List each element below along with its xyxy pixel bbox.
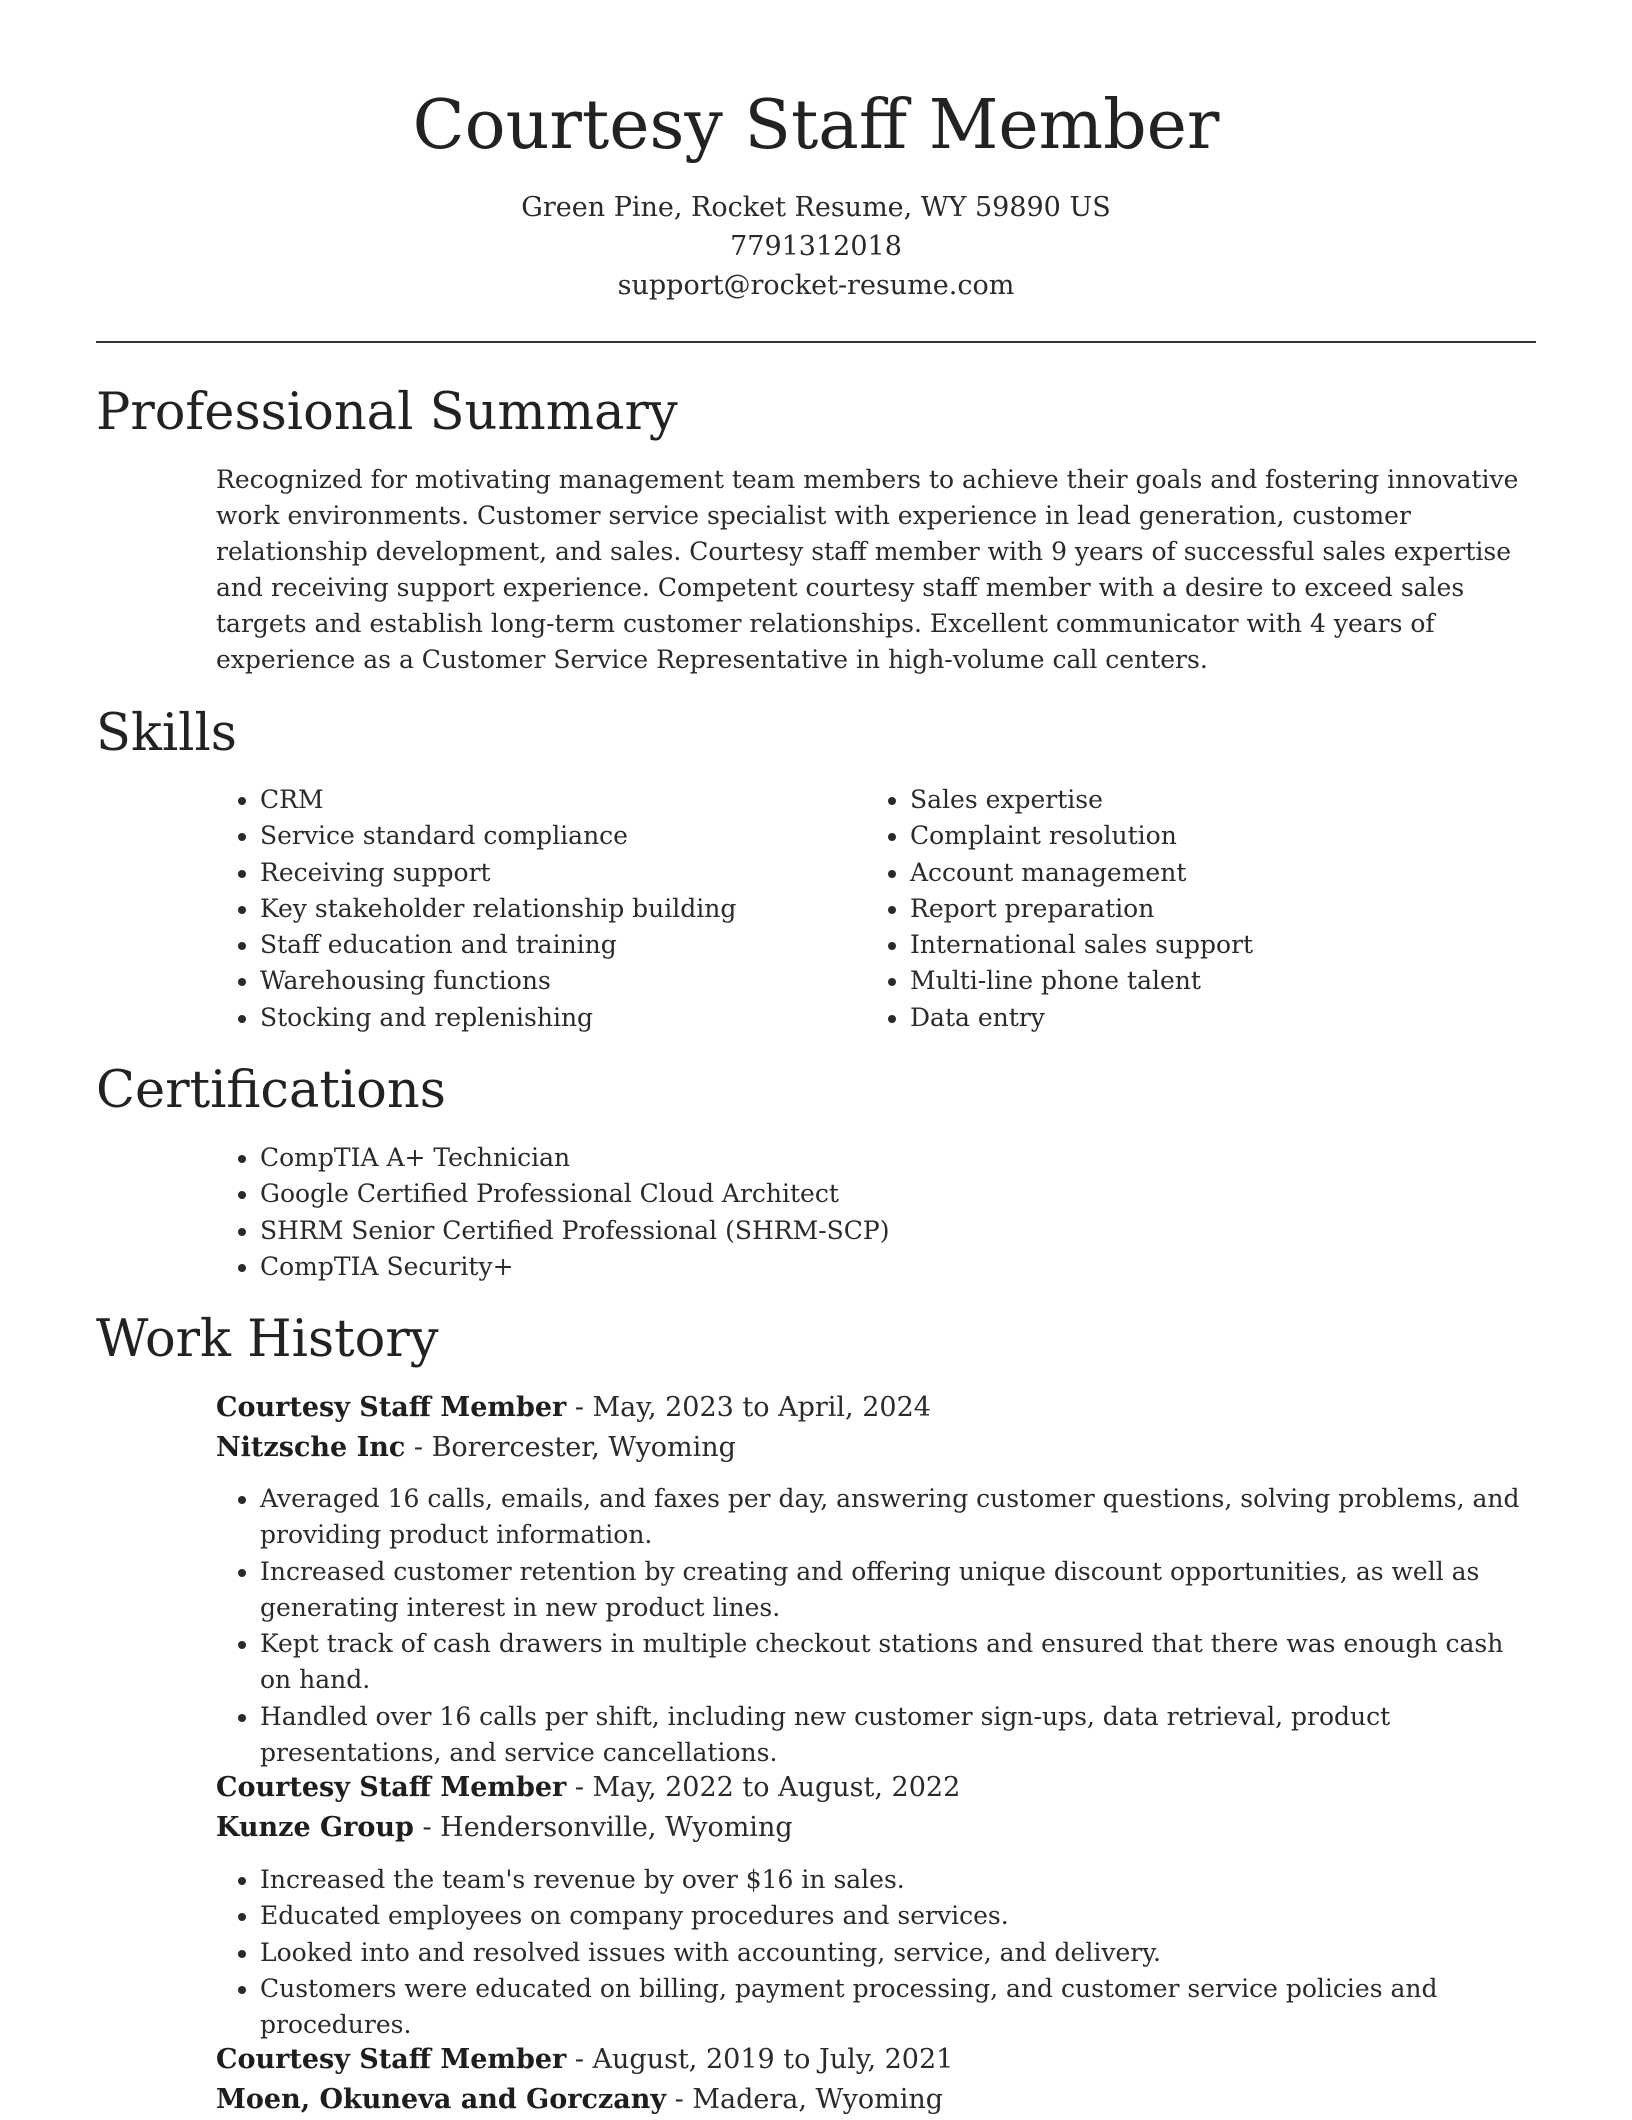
summary-heading: Professional Summary [96, 383, 678, 442]
work-history-heading: Work History [96, 1310, 439, 1369]
job-dates: - May, 2022 to August, 2022 [566, 1772, 961, 1803]
job-company: Nitzsche Inc [216, 1432, 406, 1463]
certifications-list [216, 1140, 1216, 1285]
certification-item: • CompTIA Security+ [260, 1249, 1216, 1285]
certification-item: • SHRM Senior Certified Professional (SHRM-SCP) [260, 1213, 1216, 1249]
job-company: Moen, Okuneva and Gorczany [216, 2084, 667, 2115]
skill-item: • Stocking and replenishing [260, 1000, 856, 1036]
skill-item: • Warehousing functions [260, 963, 856, 999]
job-role: Courtesy Staff Member [216, 2044, 567, 2075]
job-role: Courtesy Staff Member [216, 1392, 567, 1423]
job-dates: - August, 2019 to July, 2021 [566, 2044, 954, 2075]
skill-item: • International sales support [910, 927, 1506, 963]
responsibility-item: • Handled over 16 calls per shift, including new customer sign-ups, data retrieval, product presentations, and service cancellations. [260, 1699, 1541, 1772]
responsibility-item: • Averaged 16 calls, emails, and faxes per day, answering customer questions, solving problems, and providing product information. [260, 1481, 1541, 1554]
skill-item: • Complaint resolution [910, 818, 1506, 854]
skill-item: • Service standard compliance [260, 818, 856, 854]
job-responsibilities [216, 1862, 1541, 2043]
address: Green Pine, Rocket Resume, WY 59890 US [521, 192, 1111, 223]
certification-item: • CompTIA A+ Technician [260, 1140, 1216, 1176]
job-responsibilities [216, 1481, 1541, 1771]
job-company: Kunze Group [216, 1812, 414, 1843]
summary-text: Recognized for motivating management team members to achieve their goals and fostering innovative work environments. Customer service specialist with experience in lead generation, customer relationship development, and sales. Courtesy staff member with 9 years of successful sales expertise and receiving support experience. Competent courtesy staff member with a desire to exceed sales targets and establish long-term customer relationships. Excellent communicator with 4 years of experience as a Customer Service Representative in high-volume call centers. [216, 465, 1519, 674]
skill-item: • Account management [910, 855, 1506, 891]
skill-item: • Report preparation [910, 891, 1506, 927]
skill-item: • CRM [260, 782, 856, 818]
job-title-line [216, 2040, 953, 2080]
job-company-line [216, 2080, 943, 2120]
job-location: - Hendersonville, Wyoming [413, 1812, 793, 1843]
phone: 7791312018 [730, 231, 902, 262]
certifications-heading: Certifications [96, 1061, 446, 1120]
responsibility-item: • Looked into and resolved issues with accounting, service, and delivery. [260, 1935, 1541, 1971]
skill-item: • Staff education and training [260, 927, 856, 963]
job-title-line [216, 1768, 960, 1808]
contact-info [96, 188, 1536, 305]
responsibility-item: • Customers were educated on billing, payment processing, and customer service policies and procedures. [260, 1971, 1541, 2044]
skill-item: • Receiving support [260, 855, 856, 891]
responsibility-item: • Increased the team's revenue by over $16 in sales. [260, 1862, 1541, 1898]
skills-right-column [866, 782, 1506, 1036]
skills-left-column [216, 782, 856, 1036]
job-role: Courtesy Staff Member [216, 1772, 567, 1803]
job-location: - Madera, Wyoming [666, 2084, 944, 2115]
resume-header [96, 86, 1536, 305]
skill-item: • Key stakeholder relationship building [260, 891, 856, 927]
skills-heading: Skills [96, 704, 237, 763]
responsibility-item: • Kept track of cash drawers in multiple checkout stations and ensured that there was enough cash on hand. [260, 1626, 1541, 1699]
header-divider [96, 341, 1536, 343]
candidate-name: Courtesy Staff Member [412, 86, 1220, 165]
email: support@rocket-resume.com [617, 270, 1015, 301]
responsibility-item: • Educated employees on company procedures and services. [260, 1898, 1541, 1934]
job-company-line [216, 1428, 736, 1468]
job-dates: - May, 2023 to April, 2024 [566, 1392, 931, 1423]
certification-item: • Google Certified Professional Cloud Architect [260, 1176, 1216, 1212]
responsibility-item: • Increased customer retention by creating and offering unique discount opportunities, as well as generating interest in new product lines. [260, 1554, 1541, 1627]
job-company-line [216, 1808, 793, 1848]
job-location: - Borercester, Wyoming [405, 1432, 736, 1463]
skill-item: • Data entry [910, 1000, 1506, 1036]
skill-item: • Sales expertise [910, 782, 1506, 818]
skill-item: • Multi-line phone talent [910, 963, 1506, 999]
job-title-line [216, 1388, 931, 1428]
